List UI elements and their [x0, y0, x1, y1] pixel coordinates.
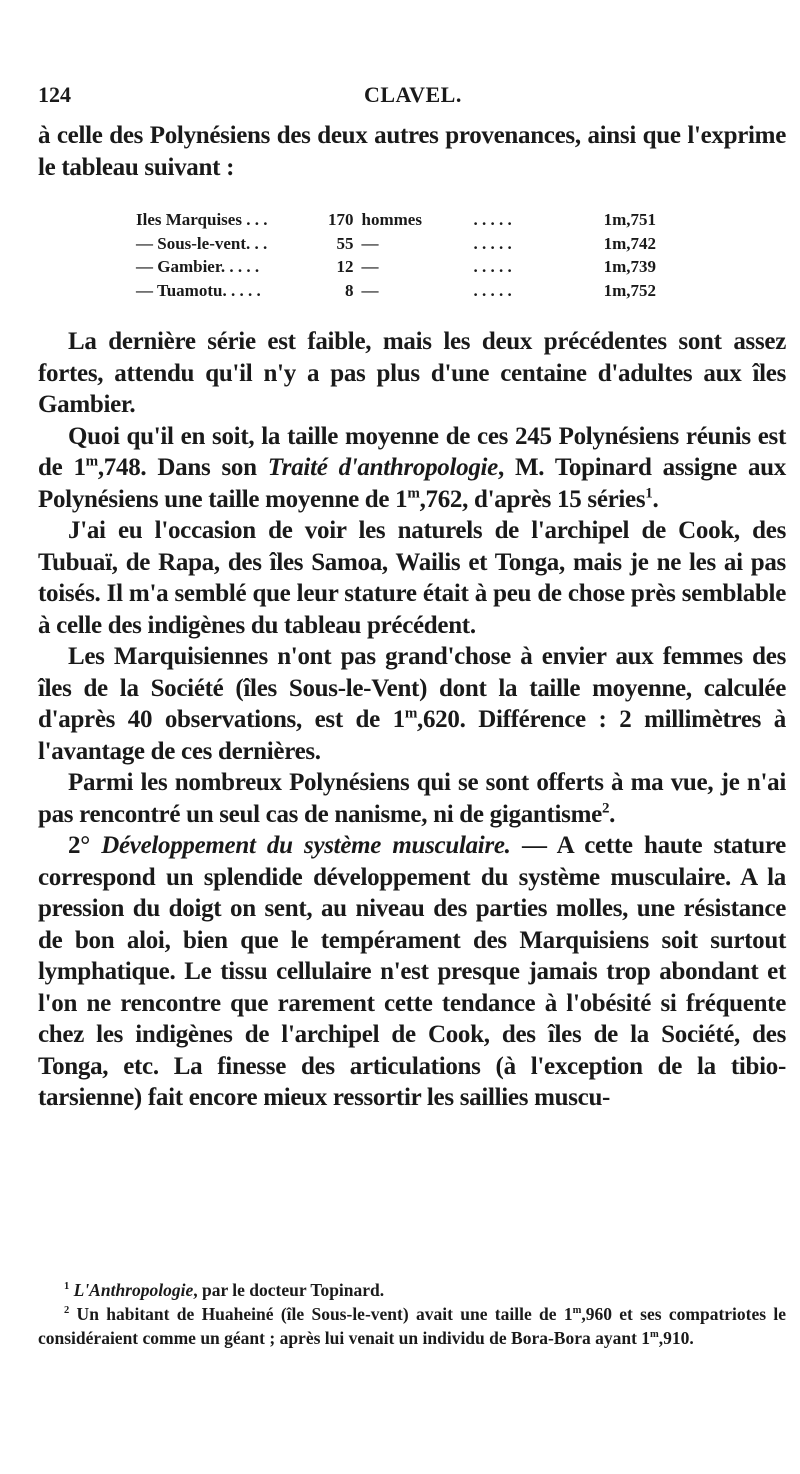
- place-cell: Iles Marquises . . .: [136, 210, 268, 229]
- unit-cell: hommes: [361, 210, 422, 229]
- footnote-2-unit-sup-1: m: [572, 1305, 582, 1317]
- paragraph-3: J'ai eu l'occasion de voir les naturels de l'archipel de Cook, des Tubuaï, de Rapa, des îles Samoa, Wailis et Tonga, mais je ne les ai pas toisés. Il m'a semblé que leur stature était à peu de chose près semblable à celle des indigènes du tableau précédent.: [38, 517, 786, 639]
- place-cell: — Tuamotu. . . . .: [136, 280, 261, 300]
- height-cell: 1m,742: [603, 233, 656, 253]
- footnote-ref-1[interactable]: 1: [645, 485, 653, 502]
- footnote-2-text-c: ,910.: [658, 1328, 694, 1348]
- p4-text-a: Les Marquisiennes n'ont pas grand'chose à envier aux femmes des îles de la Société (îles Sous-le-Vent) dont la taille moyenne, calculée d'après 40 observations, est de 1: [38, 643, 786, 733]
- unit-cell: —: [361, 257, 379, 276]
- height-cell: 1m,739: [603, 257, 656, 276]
- intro-paragraph: à celle des Polynésiens des deux autres provenances, ainsi que l'exprime le tableau suivant :: [38, 122, 786, 181]
- table-row: [136, 232, 656, 256]
- p2-text-c: , M. Topinard assigne aux Polynésiens une taille moyenne de 1: [38, 454, 786, 513]
- p2-unit-sup-2: m: [407, 485, 420, 502]
- table-row: [136, 208, 656, 232]
- footnote-1-title: L'Anthropologie: [73, 1280, 194, 1300]
- p4-unit-sup: m: [404, 705, 418, 722]
- count-cell: 12: [336, 257, 354, 276]
- footnote-2: [38, 1302, 786, 1350]
- count-cell: 170: [328, 210, 354, 229]
- paragraph-2: [38, 421, 786, 516]
- place-cell: — Gambier. . . . .: [136, 257, 260, 276]
- footnote-mark-1: 1: [64, 1281, 70, 1293]
- footnote-ref-2[interactable]: 2: [601, 800, 610, 817]
- height-cell: 1m,752: [603, 280, 656, 300]
- table-row: [136, 279, 656, 303]
- dots-cell: . . . . .: [473, 210, 512, 229]
- paragraph-1: La dernière série est faible, mais les deux précédentes sont assez fortes, attendu qu'il n'y a pas plus d'une centaine d'adultes aux îles Gambier.: [38, 328, 786, 418]
- paragraph-4: [38, 641, 786, 767]
- section-heading: Développement du système musculaire.: [101, 832, 511, 859]
- footnotes: [38, 1278, 786, 1350]
- p2-text-e: .: [652, 485, 659, 513]
- unit-cell: —: [361, 233, 379, 253]
- footnote-2-text-b: ,960 et ses compatriotes le considéraient comme un géant ; après lui venait un individu de Bora-Bora ayant 1: [38, 1304, 786, 1348]
- table-row: [136, 255, 656, 279]
- page-header: [38, 82, 778, 112]
- dots-cell: . . . . .: [473, 257, 512, 276]
- dots-cell: . . . . .: [473, 280, 512, 300]
- p6-text: — A cette haute stature correspond un splendide développement du système musculaire. A la pression du doigt on sent, au niveau des parties molles, une résistance de bon aloi, bien que le tempérament des Marquisiens soit surtout lymphatique. Le tissu cellulaire n'est presque jamais trop abondant et l'on ne rencontre que rarement cette tendance à l'obésité si fréquente chez les indigènes de l'archipel de Cook, des îles de la Société, des Tonga, etc. La finesse des articulations (à l'exception de la tibio-tarsienne) fait encore mieux ressortir les saillies muscu-: [38, 832, 786, 1111]
- paragraph-6: [38, 830, 786, 1114]
- p2-unit-sup-1: m: [85, 453, 98, 470]
- p2-text-b: ,748. Dans son: [97, 454, 268, 481]
- count-cell: 55: [336, 233, 354, 253]
- footnote-2-unit-sup-2: m: [650, 1329, 659, 1341]
- page-number: 124: [38, 82, 71, 107]
- footnote-1-text: , par le docteur Topinard.: [193, 1280, 385, 1300]
- dots-cell: . . . . .: [473, 233, 512, 253]
- p2-book-title: Traité d'anthropologie: [267, 454, 498, 481]
- p2-text-d: ,762, d'après 15 séries: [419, 485, 646, 513]
- running-head: CLAVEL.: [364, 82, 462, 107]
- place-cell: — Sous-le-vent. . .: [136, 233, 268, 253]
- p4-text-b: ,620. Différence : 2 millimètres à l'avantage de ces dernières.: [38, 706, 786, 765]
- p5-text-a: Parmi les nombreux Polynésiens qui se sont offerts à ma vue, je n'ai pas rencontré un seul cas de nanisme, ni de gigantisme: [38, 769, 786, 828]
- stature-table: [136, 208, 656, 302]
- p5-text-b: .: [609, 800, 616, 828]
- height-cell: 1m,751: [603, 210, 656, 229]
- footnote-2-text-a: Un habitant de Huaheiné (île Sous-le-vent) avait une taille de 1: [69, 1304, 573, 1324]
- unit-cell: —: [361, 280, 379, 300]
- paragraph-5: [38, 767, 786, 830]
- footnote-1: [38, 1278, 786, 1302]
- p2-text-a: Quoi qu'il en soit, la taille moyenne de ces 245 Polynésiens réunis est de 1: [38, 422, 786, 481]
- count-cell: 8: [345, 280, 354, 300]
- section-number: 2°: [68, 832, 102, 859]
- footnote-mark-2: 2: [64, 1305, 70, 1317]
